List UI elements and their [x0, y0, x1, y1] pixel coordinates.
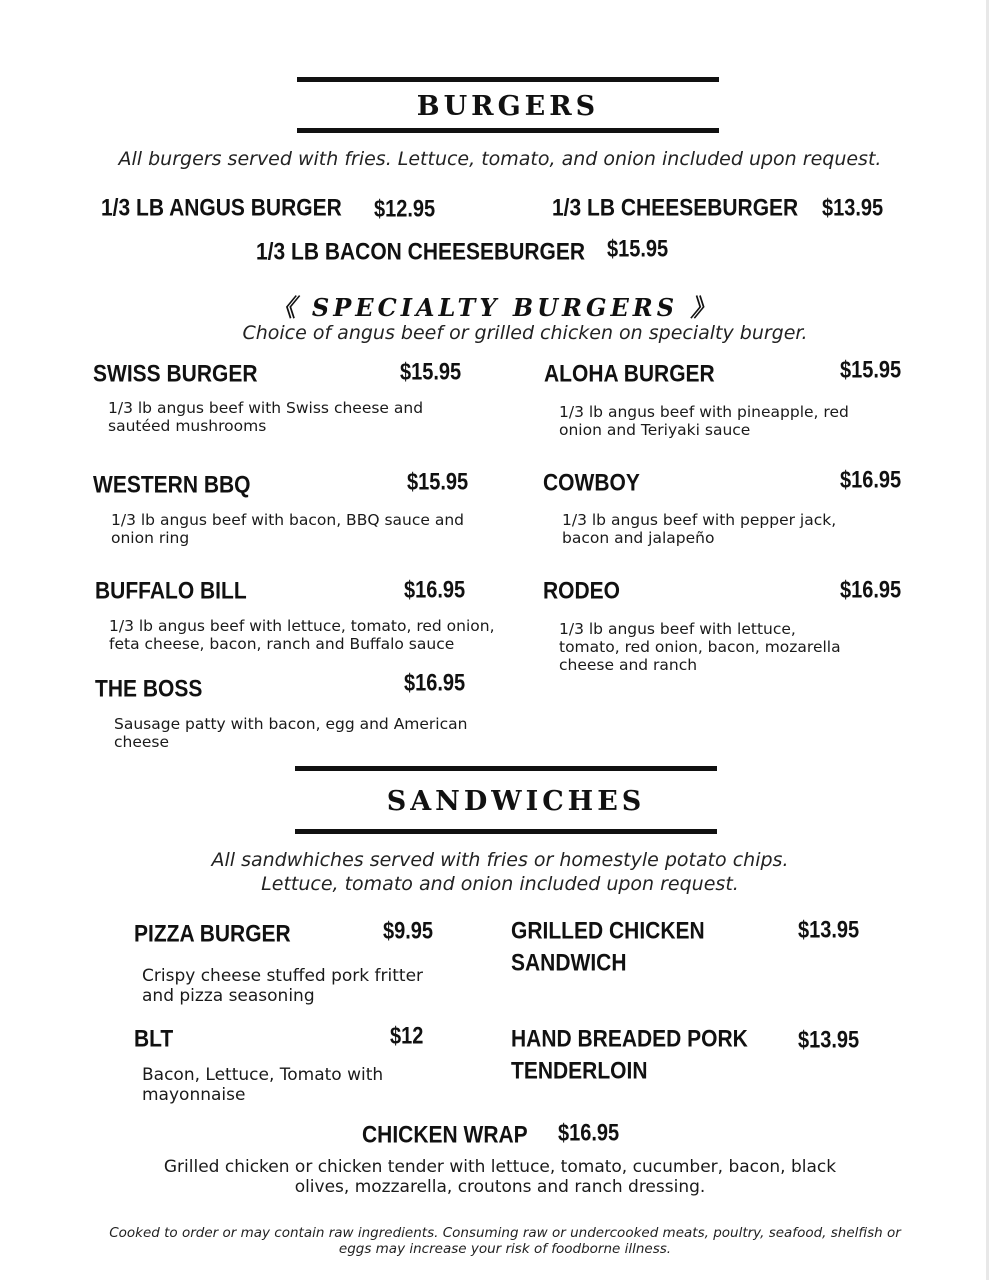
chicken-wrap-name: CHICKEN WRAP [362, 1122, 528, 1149]
cowboy-price: $16.95 [840, 467, 902, 494]
cowboy-name: COWBOY [543, 470, 640, 497]
footer-warning-line1: Cooked to order or may contain raw ingredients. Consuming raw or undercooked meats, poultry, seafood, shelfish or [109, 1225, 901, 1241]
blt-name: BLT [134, 1026, 174, 1053]
rodeo-price: $16.95 [840, 577, 902, 604]
pizza-burger-name: PIZZA BURGER [134, 921, 291, 948]
pork-tenderloin-name-line2: TENDERLOIN [511, 1058, 648, 1085]
pizza-burger-desc: Crispy cheese stuffed pork fritter and pizza seasoning [142, 966, 424, 1006]
sandwiches-rule-top [295, 766, 717, 771]
grilled-chicken-price: $13.95 [798, 917, 860, 944]
buffalo-bill-name: BUFFALO BILL [95, 578, 247, 605]
swiss-burger-name: SWISS BURGER [93, 361, 258, 388]
burgers-title: BURGERS [416, 91, 600, 122]
aloha-burger-price: $15.95 [840, 357, 902, 384]
aloha-burger-desc: 1/3 lb angus beef with pineapple, red onion and Teriyaki sauce [559, 403, 849, 439]
blt-desc: Bacon, Lettuce, Tomato with mayonnaise [142, 1065, 384, 1105]
sandwiches-title: SANDWICHES [386, 786, 646, 817]
pizza-burger-price: $9.95 [383, 918, 434, 945]
specialty-note: Choice of angus beef or grilled chicken on specialty burger. [242, 322, 808, 344]
the-boss-price: $16.95 [404, 670, 466, 697]
rodeo-name: RODEO [543, 578, 621, 605]
chicken-wrap-desc-line2: olives, mozzarella, croutons and ranch dressing. [294, 1177, 706, 1197]
cheeseburger-price: $13.95 [822, 195, 884, 222]
western-bbq-name: WESTERN BBQ [93, 472, 251, 499]
pork-tenderloin-name-line1: HAND BREADED PORK [511, 1026, 748, 1053]
chicken-wrap-price: $16.95 [558, 1120, 620, 1147]
burgers-note: All burgers served with fries. Lettuce, tomato, and onion included upon request. [118, 148, 882, 170]
swiss-burger-desc: 1/3 lb angus beef with Swiss cheese and sautéed mushrooms [108, 399, 424, 435]
rodeo-desc: 1/3 lb angus beef with lettuce, tomato, red onion, bacon, mozarella cheese and ranch [559, 620, 841, 674]
angus-burger-name: 1/3 LB ANGUS BURGER [101, 195, 342, 222]
cheeseburger-name: 1/3 LB CHEESEBURGER [552, 195, 799, 222]
aloha-burger-name: ALOHA BURGER [544, 361, 715, 388]
footer-warning-line2: eggs may increase your risk of foodborne illness. [338, 1241, 672, 1257]
bacon-cheeseburger-price: $15.95 [607, 236, 669, 263]
western-bbq-desc: 1/3 lb angus beef with bacon, BBQ sauce and onion ring [111, 511, 464, 547]
the-boss-name: THE BOSS [95, 676, 203, 703]
western-bbq-price: $15.95 [407, 469, 469, 496]
chicken-wrap-desc-line1: Grilled chicken or chicken tender with lettuce, tomato, cucumber, bacon, black [163, 1157, 837, 1177]
blt-price: $12 [390, 1023, 424, 1050]
buffalo-bill-price: $16.95 [404, 577, 466, 604]
the-boss-desc: Sausage patty with bacon, egg and American cheese [114, 715, 468, 751]
grilled-chicken-name-line1: GRILLED CHICKEN [511, 918, 705, 945]
grilled-chicken-name-line2: SANDWICH [511, 950, 627, 977]
burgers-rule-bottom [297, 128, 719, 133]
bacon-cheeseburger-name: 1/3 LB BACON CHEESEBURGER [256, 239, 586, 266]
sandwiches-note-line2: Lettuce, tomato and onion included upon request. [261, 873, 739, 895]
angus-burger-price: $12.95 [374, 196, 436, 223]
cowboy-desc: 1/3 lb angus beef with pepper jack, bacon and jalapeño [562, 511, 837, 547]
specialty-title: 《 SPECIALTY BURGERS 》 [271, 293, 719, 322]
sandwiches-note-line1: All sandwhiches served with fries or homestyle potato chips. [211, 849, 789, 871]
buffalo-bill-desc: 1/3 lb angus beef with lettuce, tomato, red onion, feta cheese, bacon, ranch and Buffalo sauce [109, 617, 495, 653]
burgers-rule-top [297, 77, 719, 82]
sandwiches-rule-bottom [295, 829, 717, 834]
pork-tenderloin-price: $13.95 [798, 1027, 860, 1054]
swiss-burger-price: $15.95 [400, 359, 462, 386]
